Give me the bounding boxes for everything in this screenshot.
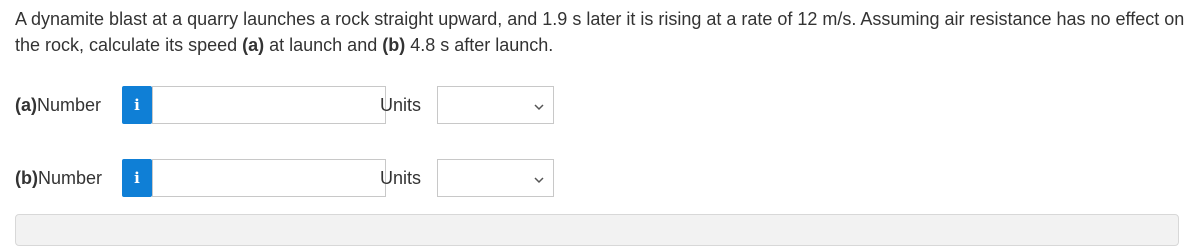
question-part-b-marker: (b) xyxy=(382,35,406,55)
answer-row-b xyxy=(15,157,575,199)
bottom-panel xyxy=(15,214,1179,246)
part-b-number-label: Number xyxy=(37,168,103,188)
info-icon[interactable]: i xyxy=(122,86,152,124)
chevron-down-icon xyxy=(533,174,545,186)
part-b-number-input[interactable] xyxy=(152,159,386,197)
part-a-number-label: Number xyxy=(37,95,102,115)
info-icon[interactable]: i xyxy=(122,159,152,197)
part-a-marker: (a) xyxy=(15,95,37,115)
part-b-label xyxy=(15,167,102,189)
question-text xyxy=(15,6,1185,58)
chevron-down-icon xyxy=(533,101,545,113)
part-a-number-input[interactable] xyxy=(152,86,386,124)
question-text-part3: 4.8 s after launch. xyxy=(405,35,554,55)
part-b-marker: (b) xyxy=(15,168,38,188)
part-a-label xyxy=(15,94,101,116)
question-text-part1: A dynamite blast at a quarry launches a rock straight upward, and 1.9 s later it is rising at a rate of 12 m/s. Assuming air resistance has no effect on the rock, calculate its speed xyxy=(15,9,1185,55)
question-text-part2: at launch and xyxy=(264,35,383,55)
part-b-units-label: Units xyxy=(380,168,422,188)
part-a-units-label: Units xyxy=(380,95,422,115)
question-part-a-marker: (a) xyxy=(242,35,265,55)
answer-row-a xyxy=(15,84,575,126)
part-b-units-select[interactable] xyxy=(437,159,554,197)
part-a-units-select[interactable] xyxy=(437,86,554,124)
